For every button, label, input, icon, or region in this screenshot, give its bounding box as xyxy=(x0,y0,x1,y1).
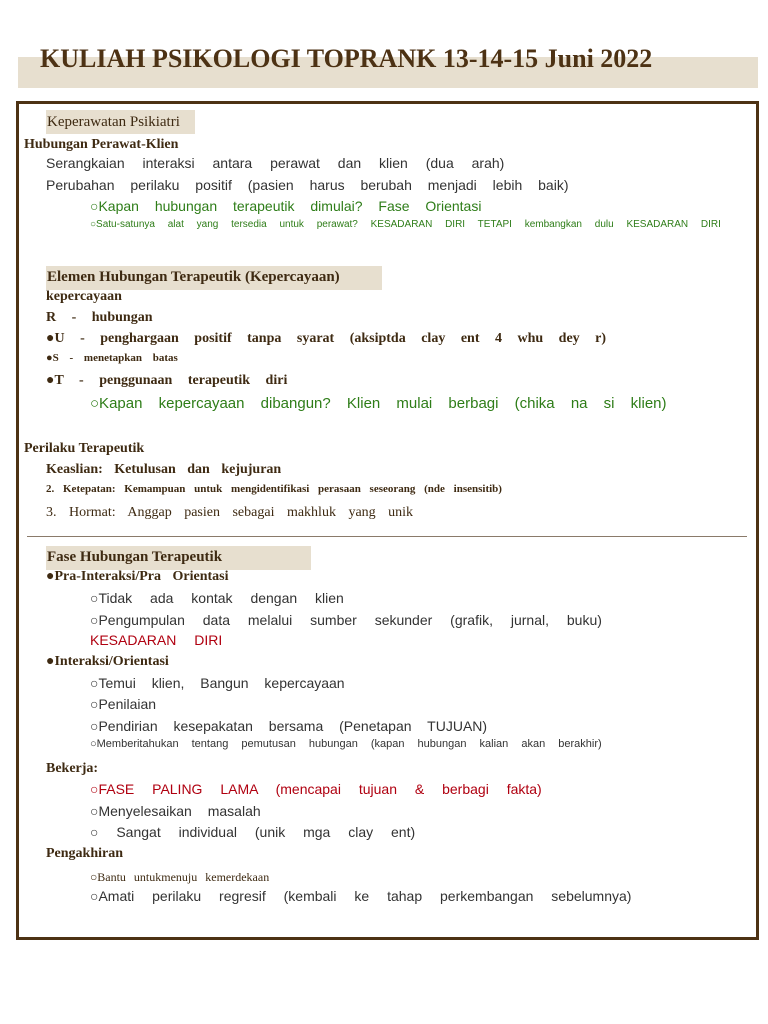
text-line: ○Amati perilaku regresif (kembali ke tahap perkembangan sebelumnya) xyxy=(90,888,632,904)
text-line-small: 2. Ketepatan: Kemampuan untuk mengidentifikasi perasaan seseorang (nde insensitib) xyxy=(46,483,502,495)
text-line-green-small: ○Satu-satunya alat yang tersedia untuk perawat? KESADARAN DIRI TETAPI kembangkan dulu KESADARAN DIRI xyxy=(90,219,721,230)
section-heading-perilaku: Perilaku Terapeutik xyxy=(24,441,145,456)
text-line: Keaslian: Ketulusan dan kejujuran xyxy=(46,462,282,477)
text-line: ○Pendirian kesepakatan bersama (Penetapan TUJUAN) xyxy=(90,718,488,734)
phase-pra-interaksi: ●Pra-Interaksi/Pra Orientasi xyxy=(46,569,229,584)
text-line-red: ○FASE PALING LAMA (mencapai tujuan & berbagi fakta) xyxy=(90,781,542,797)
text-line: ○Penilaian xyxy=(90,696,157,712)
phase-interaksi: ●Interaksi/Orientasi xyxy=(46,654,169,669)
text-line-small: ○Memberitahukan tentang pemutusan hubungan (kapan hubungan kalian akan berakhir) xyxy=(90,738,602,750)
text-line: ○Pengumpulan data melalui sumber sekunder (grafik, jurnal, buku) xyxy=(90,612,602,628)
text-line: ○Menyelesaikan masalah xyxy=(90,803,261,819)
phase-bekerja: Bekerja: xyxy=(46,761,99,776)
text-line-small: ○Bantu untukmenuju kemerdekaan xyxy=(90,870,270,884)
text-line: kepercayaan xyxy=(46,289,122,304)
text-line: R - hubungan xyxy=(46,310,153,325)
section-heading-elemen: Elemen Hubungan Terapeutik (Kepercayaan) xyxy=(47,269,340,285)
section-heading-fase: Fase Hubungan Terapeutik xyxy=(47,549,223,565)
document-title: KULIAH PSIKOLOGI TOPRANK 13-14-15 Juni 2022 xyxy=(40,44,653,73)
section-divider xyxy=(27,536,747,537)
text-line-red: KESADARAN DIRI xyxy=(90,632,223,648)
text-line: ○ Sangat individual (unik mga clay ent) xyxy=(90,824,416,840)
text-line-small: ●S - menetapkan batas xyxy=(46,352,178,364)
text-line: ○Tidak ada kontak dengan klien xyxy=(90,590,344,606)
text-line: ○Temui klien, Bangun kepercayaan xyxy=(90,675,345,691)
subheading-hubungan: Hubungan Perawat-Klien xyxy=(24,137,179,152)
text-line: ●T - penggunaan terapeutik diri xyxy=(46,373,288,388)
text-line: Serangkaian interaksi antara perawat dan klien (dua arah) xyxy=(46,155,505,171)
text-line-green: ○Kapan kepercayaan dibangun? Klien mulai berbagi (chika na si klien) xyxy=(90,395,667,412)
text-line: ●U - penghargaan positif tanpa syarat (aksiptda clay ent 4 whu dey r) xyxy=(46,331,607,346)
text-line: 3. Hormat: Anggap pasien sebagai makhluk yang unik xyxy=(46,505,414,520)
text-line: Perubahan perilaku positif (pasien harus berubah menjadi lebih baik) xyxy=(46,177,569,193)
text-line-green: ○Kapan hubungan terapeutik dimulai? Fase Orientasi xyxy=(90,198,482,214)
phase-pengakhiran: Pengakhiran xyxy=(46,846,124,861)
section-heading-keperawatan: Keperawatan Psikiatri xyxy=(47,114,180,130)
